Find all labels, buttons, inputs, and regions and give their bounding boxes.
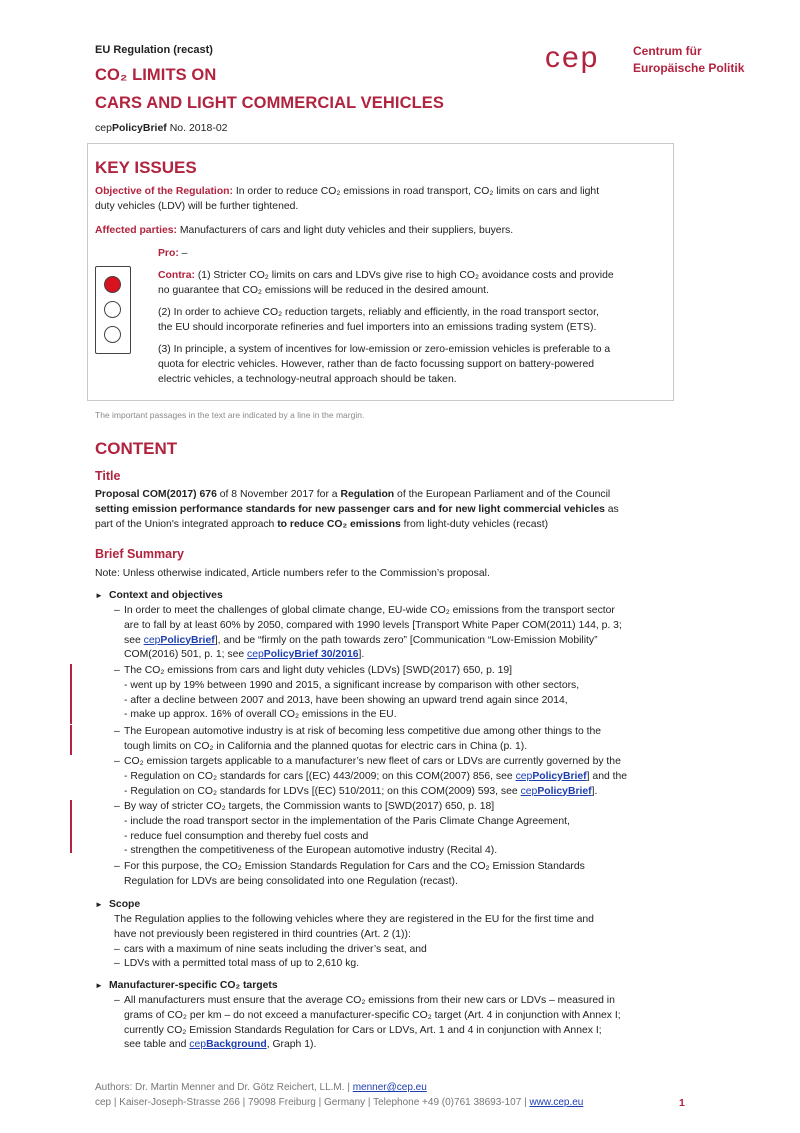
scope-heading: ► Scope xyxy=(95,899,141,910)
bullet-triangle-icon: ► xyxy=(95,591,103,600)
list-item: – For this purpose, the CO₂ Emission Standards Regulation for Cars and the CO₂ Emission Standards Regulation for LDVs are being consolidated into one Regulation (recast). xyxy=(114,861,585,887)
document-category: EU Regulation (recast) xyxy=(95,44,213,56)
list-item: – The European automotive industry is at risk of becoming less competitive due among other things to the tough limits on CO₂ in California and the planned quotas for electric cars in China (p. 1). xyxy=(114,726,602,752)
cepbackground-link[interactable]: cepBackground xyxy=(189,1039,267,1051)
list-item: – CO₂ emission targets applicable to a manufacturer’s new fleet of cars or LDVs are currently governed by the - Regulation on CO₂ standards for cars [(EC) 443/2009; on this COM(2007) 856, see cepPolicyBrief] and the - Regulation on CO₂ standards for LDVs [(EC) 510/2011; on this COM(2009) 593, see cepPolicyBrief]. xyxy=(114,756,628,797)
margin-bar xyxy=(70,725,72,755)
traffic-light-icon xyxy=(95,266,131,354)
green-lamp-icon xyxy=(104,326,121,343)
contra-3: (3) In principle, a system of incentives for low-emission or zero-emission vehicles is preferable to a quota for electric vehicles. However, rather than de facto focussing support on battery-powered electric vehicles, a technology-neutral approach should be taken. xyxy=(158,344,611,385)
margin-note: The important passages in the text are indicated by a line in the margin. xyxy=(95,410,365,420)
document-title-line1: CO₂ LIMITS ON xyxy=(95,66,217,84)
contra-2: (2) In order to achieve CO₂ reduction targets, reliably and efficiently, in the road transport sector, the EU should incorporate refineries and fuel importers into an emissions trading system (ETS). xyxy=(158,307,599,333)
scope-paragraph: The Regulation applies to the following vehicles where they are registered in the EU for the first time and have not previously been registered in third countries (Art. 2 (1)): – cars with a maximum of nine seats including the driver’s seat, and – LDVs with a permitted total mass of up to 2,610 kg. xyxy=(114,914,594,970)
document-title-line2: CARS AND LIGHT COMMERCIAL VEHICLES xyxy=(95,94,444,112)
targets-heading: ► Manufacturer-specific CO₂ targets xyxy=(95,980,278,991)
contra-1: Contra: (1) Stricter CO₂ limits on cars and LDVs give rise to high CO₂ avoidance costs and provide no guarantee that CO₂ emissions will be reduced in the desired amount. xyxy=(158,270,614,296)
content-title: CONTENT xyxy=(95,439,178,458)
list-item: – The CO₂ emissions from cars and light duty vehicles (LDVs) [SWD(2017) 650, p. 19] - went up by 19% between 1990 and 2015, a significant increase by comparison with other sectors, - after a decline between 2007 and 2013, have been showing an upward trend again since 2014, - make up approx. 16% of overall CO₂ emissions in the EU. xyxy=(114,665,580,721)
margin-bar xyxy=(70,664,72,724)
amber-lamp-icon xyxy=(104,301,121,318)
bullet-triangle-icon: ► xyxy=(95,981,103,990)
brief-summary-subheading: Brief Summary xyxy=(95,547,184,561)
policybrief-link[interactable]: cepPolicyBrief xyxy=(515,770,587,782)
footer-address: cep | Kaiser-Joseph-Strasse 266 | 79098 Freiburg | Germany | Telephone +49 (0)761 38693-107 | www.cep.eu xyxy=(95,1097,584,1108)
footer-authors: Authors: Dr. Martin Menner and Dr. Götz Reichert, LL.M. | menner@cep.eu xyxy=(95,1082,427,1093)
policybrief-link[interactable]: cepPolicyBrief xyxy=(520,785,592,797)
bullet-triangle-icon: ► xyxy=(95,900,103,909)
margin-bar xyxy=(70,800,72,853)
list-item: – In order to meet the challenges of global climate change, EU-wide CO₂ emissions from the transport sector are to fall by at least 60% by 2050, compared with 1990 levels [Transport White Paper COM(2011) 144, p. 3; see cepPolicyBrief], and be “firmly on the path towards zero” [Communication “Low-Emission Mobility” COM(2016) 501, p. 1; see cepPolicyBrief 30/2016]. xyxy=(114,605,622,661)
key-issues-title: KEY ISSUES xyxy=(95,158,197,177)
policybrief-number: cepPolicyBrief No. 2018-02 xyxy=(95,122,228,134)
summary-note: Note: Unless otherwise indicated, Article numbers refer to the Commission’s proposal. xyxy=(95,568,490,579)
title-subheading: Title xyxy=(95,469,121,483)
cep-logo-name: Centrum für Europäische Politik xyxy=(633,44,745,76)
author-email-link[interactable]: menner@cep.eu xyxy=(352,1082,427,1093)
website-link[interactable]: www.cep.eu xyxy=(529,1097,584,1108)
cep-logo: cep xyxy=(545,41,600,74)
affected-parties: Affected parties: Manufacturers of cars and light duty vehicles and their suppliers, buyers. xyxy=(95,225,514,236)
context-heading: ► Context and objectives xyxy=(95,590,223,601)
policybrief-30-2016-link[interactable]: cepPolicyBrief 30/2016 xyxy=(247,649,359,661)
page-number: 1 xyxy=(679,1097,685,1109)
red-lamp-icon xyxy=(104,276,121,293)
policybrief-link[interactable]: cepPolicyBrief xyxy=(143,634,215,646)
list-item: – All manufacturers must ensure that the average CO₂ emissions from their new cars or LDVs – measured in grams of CO₂ per km – do not exceed a manufacturer-specific CO₂ target (Art. 4 in conjunction with Annex I; currently CO₂ Emission Standards Regulation for Cars or LDVs, Art. 1 and 4 in conjunction with Annex I; see table and cepBackground, Graph 1). xyxy=(114,995,621,1051)
list-item: – By way of stricter CO₂ targets, the Commission wants to [SWD(2017) 650, p. 18] - include the road transport sector in the implementation of the Paris Climate Change Agreement, - reduce fuel consumption and thereby fuel costs and - strengthen the competitiveness of the European automotive industry (Recital 4). xyxy=(114,801,570,857)
proposal-paragraph: Proposal COM(2017) 676 of 8 November 2017 for a Regulation of the European Parliament and of the Council setting emission performance standards for new passenger cars and for new light commercial vehicles as part of the Union's integrated approach to reduce CO₂ emissions from light-duty vehicles (recast) xyxy=(95,489,619,530)
pro-line: Pro: – xyxy=(158,248,188,259)
objective-paragraph: Objective of the Regulation: In order to reduce CO₂ emissions in road transport, CO₂ limits on cars and light duty vehicles (LDV) will be further tightened. xyxy=(95,186,600,212)
